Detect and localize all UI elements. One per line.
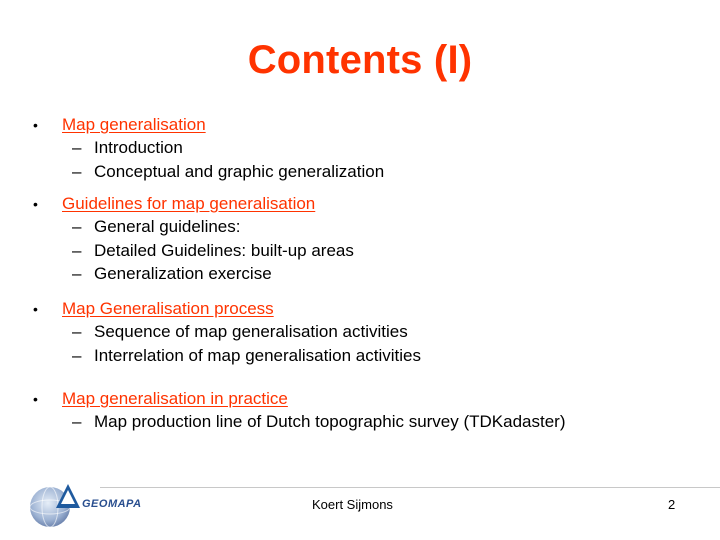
sub-item xyxy=(72,137,183,159)
section-heading[interactable]: Map Generalisation process xyxy=(62,299,274,318)
sub-item-text: Conceptual and graphic generalization xyxy=(94,162,385,181)
bullet: • xyxy=(33,117,38,133)
slide-title: Contents (I) xyxy=(247,38,473,82)
dash: – xyxy=(72,217,82,236)
section-heading[interactable]: Guidelines for map generalisation xyxy=(62,194,316,213)
dash: – xyxy=(72,138,82,157)
sub-item-text: Detailed Guidelines: built-up areas xyxy=(94,241,354,260)
sub-item-text: Introduction xyxy=(94,138,183,157)
sub-item xyxy=(72,240,354,262)
dash: – xyxy=(72,162,82,181)
bullet: • xyxy=(33,301,38,317)
sub-item xyxy=(72,216,240,238)
section-heading[interactable]: Map generalisation in practice xyxy=(62,389,288,408)
dash: – xyxy=(72,264,82,283)
bullet: • xyxy=(33,196,38,212)
footer-author: Koert Sijmons xyxy=(312,497,393,512)
bullet: • xyxy=(33,391,38,407)
footer-divider xyxy=(100,487,720,488)
sub-item-text: Map production line of Dutch topographic survey (TDKadaster) xyxy=(94,412,566,431)
sub-item-text: Sequence of map generalisation activities xyxy=(94,322,408,341)
section-heading[interactable]: Map generalisation xyxy=(62,115,206,134)
sub-item xyxy=(72,321,408,343)
sub-item xyxy=(72,161,384,183)
sub-item xyxy=(72,345,421,367)
sub-item xyxy=(72,411,566,433)
sub-item-text: General guidelines: xyxy=(94,217,241,236)
sub-item-text: Generalization exercise xyxy=(94,264,272,283)
dash: – xyxy=(72,412,82,431)
logo-text: GEOMAPA xyxy=(82,498,142,510)
dash: – xyxy=(72,322,82,341)
dash: – xyxy=(72,346,82,365)
sub-item-text: Interrelation of map generalisation activities xyxy=(94,346,421,365)
dash: – xyxy=(72,241,82,260)
sub-item xyxy=(72,263,272,285)
page-number: 2 xyxy=(668,497,676,512)
